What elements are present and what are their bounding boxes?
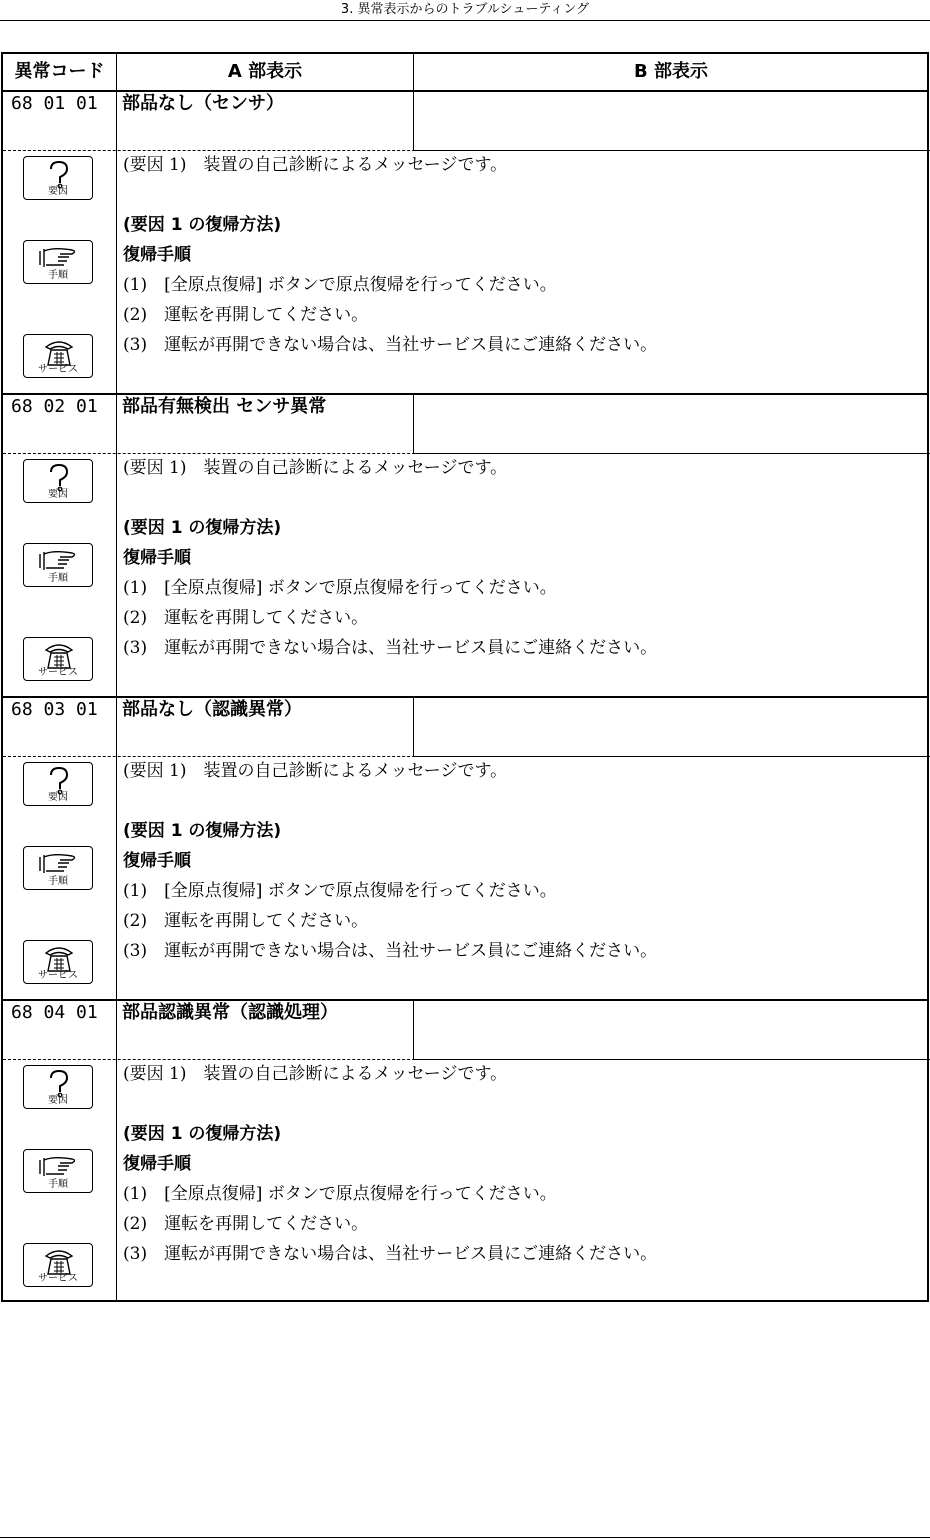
recovery-title: (要因 1 の復帰方法) — [123, 821, 282, 841]
step-1: (1) [全原点復帰] ボタンで原点復帰を行ってください。 — [123, 1184, 557, 1204]
recovery-title: (要因 1 の復帰方法) — [123, 1124, 282, 1144]
cause-question-icon — [23, 459, 93, 503]
a-display-text: 部品認識異常（認識処理） — [122, 1002, 338, 1023]
service-icon-label: サービス — [38, 1273, 78, 1284]
dashed-divider — [3, 453, 929, 454]
procedure-icon-label: 手順 — [48, 270, 68, 281]
a-display-text: 部品有無検出 センサ異常 — [122, 396, 327, 417]
recovery-title: (要因 1 の復帰方法) — [123, 518, 282, 538]
b-divider — [413, 698, 414, 756]
procedure-title: 復帰手順 — [123, 245, 191, 265]
step-3: (3) 運転が再開できない場合は、当社サービス員にご連絡ください。 — [123, 1244, 658, 1264]
cause-text: (要因 1) 装置の自己診断によるメッセージです。 — [123, 458, 508, 478]
cause-text: (要因 1) 装置の自己診断によるメッセージです。 — [123, 761, 508, 781]
error-code: 68 04 01 — [11, 1002, 98, 1023]
footer-rule — [0, 1537, 930, 1538]
header-rule — [0, 20, 930, 21]
step-1: (1) [全原点復帰] ボタンで原点復帰を行ってください。 — [123, 881, 557, 901]
b-divider — [413, 92, 414, 150]
error-code-table — [1, 52, 929, 1302]
service-icon-label: サービス — [38, 970, 78, 981]
cause-question-icon — [23, 1065, 93, 1109]
procedure-hand-icon — [23, 543, 93, 587]
step-1: (1) [全原点復帰] ボタンで原点復帰を行ってください。 — [123, 275, 557, 295]
cause-question-icon — [23, 762, 93, 806]
step-2: (2) 運転を再開してください。 — [123, 305, 369, 325]
error-code: 68 02 01 — [11, 396, 98, 417]
cause-text: (要因 1) 装置の自己診断によるメッセージです。 — [123, 1064, 508, 1084]
table-header-row — [3, 54, 927, 92]
recovery-title: (要因 1 の復帰方法) — [123, 215, 282, 235]
error-entry — [3, 395, 927, 698]
cause-question-icon — [23, 156, 93, 200]
step-2: (2) 運転を再開してください。 — [123, 911, 369, 931]
procedure-icon-label: 手順 — [48, 573, 68, 584]
procedure-hand-icon — [23, 846, 93, 890]
b-divider — [413, 395, 414, 453]
cause-icon-label: 要因 — [48, 186, 68, 197]
procedure-title: 復帰手順 — [123, 548, 191, 568]
procedure-hand-icon — [23, 240, 93, 284]
service-icon-label: サービス — [38, 667, 78, 678]
dashed-divider — [3, 1059, 929, 1060]
procedure-title: 復帰手順 — [123, 851, 191, 871]
a-display-text: 部品なし（センサ） — [122, 93, 284, 114]
step-3: (3) 運転が再開できない場合は、当社サービス員にご連絡ください。 — [123, 335, 658, 355]
service-phone-icon — [23, 334, 93, 378]
error-entry — [3, 1001, 927, 1304]
cause-text: (要因 1) 装置の自己診断によるメッセージです。 — [123, 155, 508, 175]
b-divider — [413, 1001, 414, 1059]
service-phone-icon — [23, 1243, 93, 1287]
cause-icon-label: 要因 — [48, 792, 68, 803]
step-3: (3) 運転が再開できない場合は、当社サービス員にご連絡ください。 — [123, 941, 658, 961]
cause-icon-label: 要因 — [48, 489, 68, 500]
header-b: B 部表示 — [634, 61, 708, 82]
procedure-icon-label: 手順 — [48, 1179, 68, 1190]
service-phone-icon — [23, 637, 93, 681]
service-phone-icon — [23, 940, 93, 984]
step-2: (2) 運転を再開してください。 — [123, 608, 369, 628]
dashed-divider — [3, 756, 929, 757]
page-header: 3. 異常表示からのトラブルシューティング — [340, 2, 590, 17]
service-icon-label: サービス — [38, 364, 78, 375]
step-3: (3) 運転が再開できない場合は、当社サービス員にご連絡ください。 — [123, 638, 658, 658]
step-2: (2) 運転を再開してください。 — [123, 1214, 369, 1234]
procedure-icon-label: 手順 — [48, 876, 68, 887]
procedure-hand-icon — [23, 1149, 93, 1193]
error-entry — [3, 92, 927, 395]
header-code: 異常コード — [14, 61, 105, 82]
a-display-text: 部品なし（認識異常） — [122, 699, 302, 720]
header-a: A 部表示 — [227, 61, 303, 82]
cause-icon-label: 要因 — [48, 1095, 68, 1106]
step-1: (1) [全原点復帰] ボタンで原点復帰を行ってください。 — [123, 578, 557, 598]
error-code: 68 03 01 — [11, 699, 98, 720]
error-entry — [3, 698, 927, 1001]
error-code: 68 01 01 — [11, 93, 98, 114]
procedure-title: 復帰手順 — [123, 1154, 191, 1174]
dashed-divider — [3, 150, 929, 151]
